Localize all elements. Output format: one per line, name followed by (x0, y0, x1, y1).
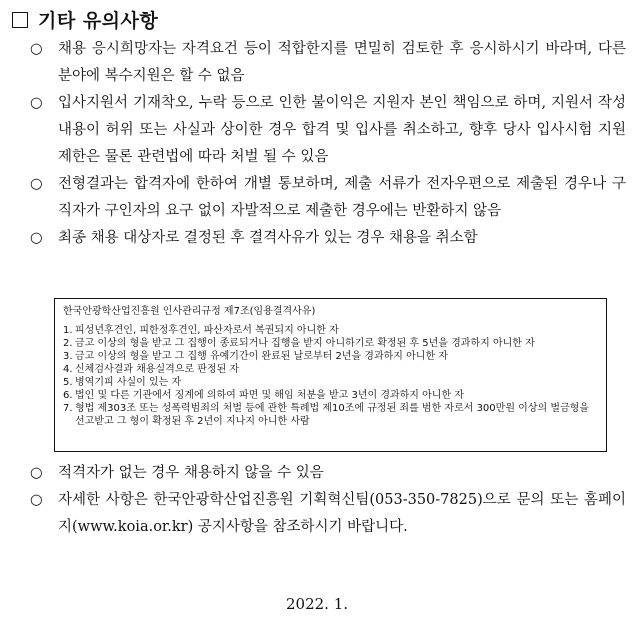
notice-item (30, 460, 626, 487)
circle-bullet-icon: ○ (30, 176, 43, 192)
rule-title: 한국안광학산업진흥원 인사관리규정 제7조(임용결격사유) (63, 306, 316, 317)
disqualification-rule-box (54, 298, 607, 452)
circle-bullet-icon: ○ (30, 230, 43, 246)
notice-item (30, 36, 626, 90)
notice-item (30, 171, 626, 225)
rule-text: 금고 이상의 형을 받고 그 집행이 종료되거나 집행을 받지 아니하기로 확정된 후 5년을 경과하지 아니한 자 (75, 338, 535, 349)
document-date: 2022. 1. (285, 595, 349, 613)
rule-text: 피성년후견인, 피한정후견인, 파산자로서 복권되지 아니한 자 (75, 325, 339, 336)
circle-bullet-icon: ○ (30, 95, 43, 111)
notice-text: 입사지원서 기재착오, 누락 등으로 인한 불이익은 지원자 본인 책임으로 하며, 지원서 작성내용이 허위 또는 사실과 상이한 경우 합격 및 입사를 취소하고, 향후 당사 입사시험 지원 제한은 물론 관련법에 따라 처벌 될 수 있음 (58, 95, 626, 165)
checkbox-square-icon (12, 12, 28, 28)
rule-number: 7. (63, 403, 73, 414)
circle-bullet-icon: ○ (30, 465, 43, 481)
section-title: 기타 유의사항 (38, 10, 159, 32)
notice-text: 적격자가 없는 경우 채용하지 않을 수 있음 (58, 465, 324, 481)
rule-item (63, 402, 598, 428)
rule-item (63, 324, 598, 337)
notice-list-continued (30, 460, 626, 541)
rule-item (63, 350, 598, 363)
notice-text: 채용 응시희망자는 자격요건 등이 적합한지를 면밀히 검토한 후 응시하시기 바라며, 다른 분야에 복수지원은 할 수 없음 (58, 41, 626, 84)
notice-item (30, 90, 626, 171)
rule-number: 2. (63, 338, 73, 349)
rule-number: 6. (63, 390, 73, 401)
circle-bullet-icon: ○ (30, 41, 43, 57)
notice-list (30, 36, 626, 252)
rule-text: 병역기피 사실이 있는 자 (75, 377, 182, 388)
rule-text: 신체검사결과 채용실격으로 판정된 자 (75, 364, 240, 375)
notice-text: 전형결과는 합격자에 한하여 개별 통보하며, 제출 서류가 전자우편으로 제출된 경우나 구직자가 구인자의 요구 없이 자발적으로 제출한 경우에는 반환하지 않음 (58, 176, 626, 219)
section-heading (12, 6, 158, 33)
rule-number: 1. (63, 325, 73, 336)
rule-number: 3. (63, 351, 73, 362)
circle-bullet-icon: ○ (30, 492, 43, 508)
rule-number: 5. (63, 377, 73, 388)
notice-item (30, 487, 626, 541)
notice-text: 최종 채용 대상자로 결정된 후 결격사유가 있는 경우 채용을 취소함 (58, 230, 478, 246)
notice-item (30, 225, 626, 252)
rule-item (63, 376, 598, 389)
rule-text: 형법 제303조 또는 성폭력범죄의 처벌 등에 관한 특례법 제10조에 규정된 죄를 범한 자로서 300만원 이상의 벌금형을 선고받고 그 형이 확정된 후 2년이 지나지 아니한 사람 (75, 403, 589, 427)
rule-item (63, 337, 598, 350)
rule-item (63, 389, 598, 402)
notice-text: 자세한 사항은 한국안광학산업진흥원 기획혁신팀(053-350-7825)으로 문의 또는 홈페이지(www.koia.or.kr) 공지사항을 참조하시기 바랍니다. (58, 492, 626, 535)
rule-number: 4. (63, 364, 73, 375)
rule-text: 법인 및 다른 기관에서 징계에 의하여 파면 및 해임 처분을 받고 3년이 경과하지 아니한 자 (75, 390, 464, 401)
rule-text: 금고 이상의 형을 받고 그 집행 유예기간이 완료된 날로부터 2년을 경과하지 아니한 자 (75, 351, 448, 362)
rule-item (63, 363, 598, 376)
